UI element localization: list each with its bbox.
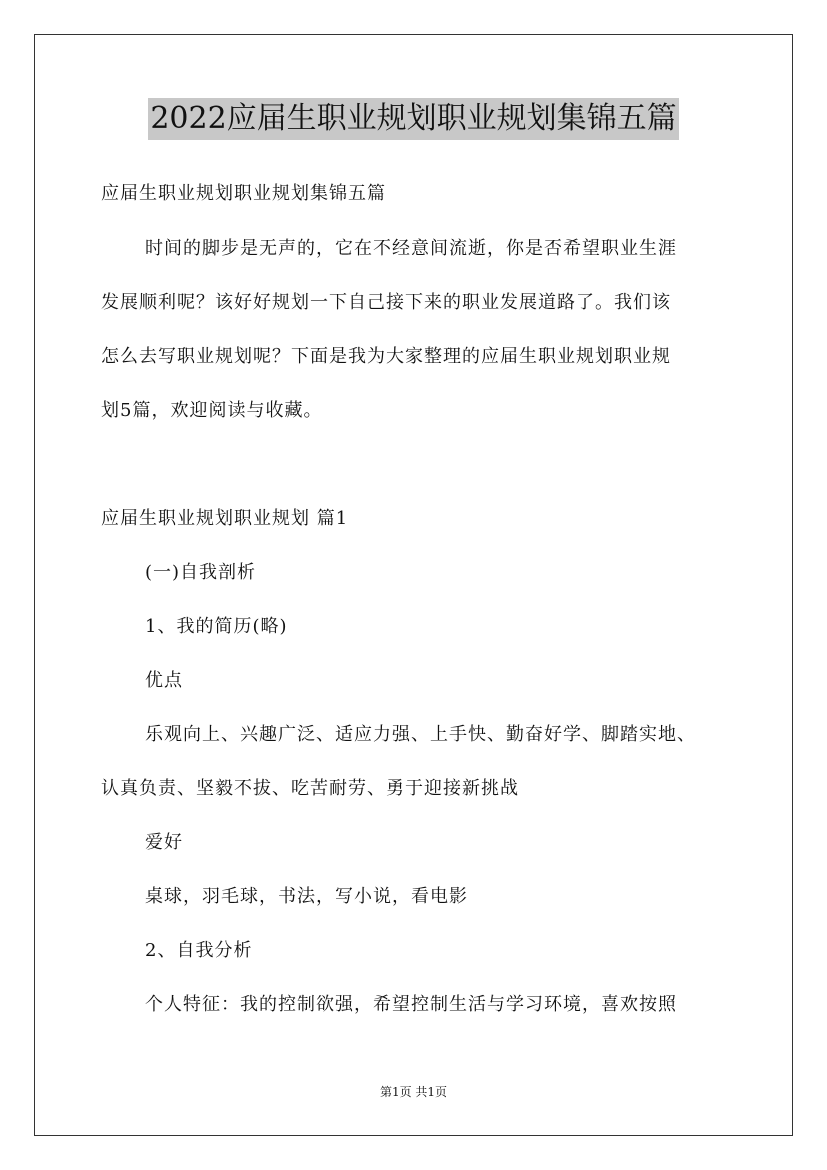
content-line: 爱好 bbox=[145, 832, 183, 853]
intro-line: 发展顺利呢？该好好规划一下自己接下来的职业发展道路了。我们该 bbox=[101, 292, 671, 313]
content-line: 1、我的简历(略) bbox=[145, 616, 288, 637]
intro-line: 怎么去写职业规划呢？下面是我为大家整理的应届生职业规划职业规 bbox=[101, 346, 671, 367]
content-line: 桌球，羽毛球，书法，写小说，看电影 bbox=[145, 886, 468, 907]
document-title: 2022应届生职业规划职业规划集锦五篇 bbox=[148, 98, 678, 140]
page-footer: 第1页 共1页 bbox=[379, 1085, 448, 1099]
content-line: 认真负责、坚毅不拔、吃苦耐劳、勇于迎接新挑战 bbox=[101, 778, 519, 799]
content-line: 个人特征：我的控制欲强，希望控制生活与学习环境，喜欢按照 bbox=[145, 994, 677, 1015]
section-heading: 应届生职业规划职业规划 篇1 bbox=[101, 508, 349, 529]
content-line: 乐观向上、兴趣广泛、适应力强、上手快、勤奋好学、脚踏实地、 bbox=[145, 724, 696, 745]
content-line: 2、自我分析 bbox=[145, 940, 253, 961]
intro-line: 时间的脚步是无声的，它在不经意间流逝，你是否希望职业生涯 bbox=[145, 238, 677, 259]
document-subtitle: 应届生职业规划职业规划集锦五篇 bbox=[101, 183, 386, 204]
content-line: (一)自我剖析 bbox=[145, 562, 257, 583]
title-container bbox=[0, 98, 827, 140]
intro-line: 划5篇，欢迎阅读与收藏。 bbox=[101, 400, 323, 421]
content-line: 优点 bbox=[145, 670, 183, 691]
